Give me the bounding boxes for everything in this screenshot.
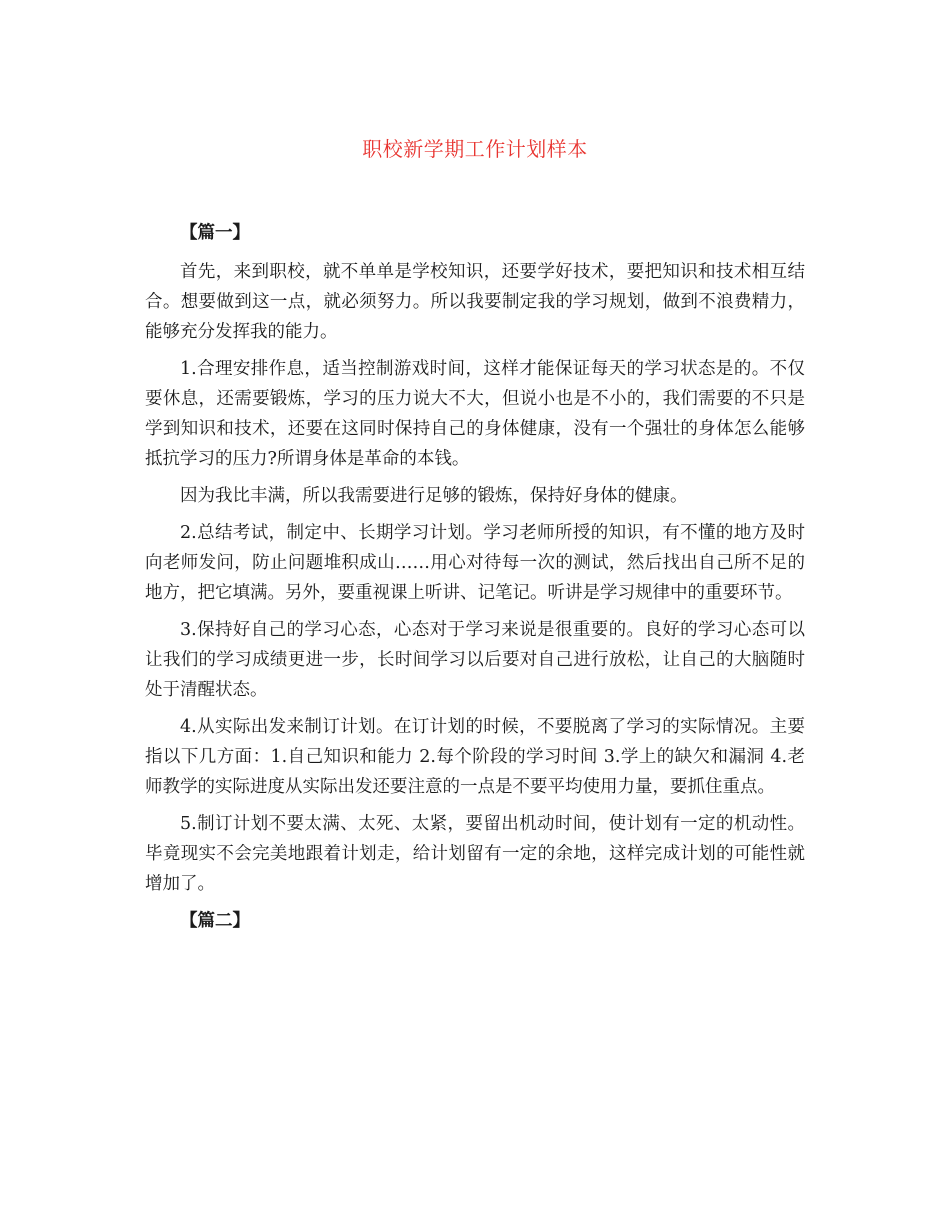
section-heading-2: 【篇二】 xyxy=(180,911,250,931)
paragraph-intro: 首先，来到职校，就不单单是学校知识，还要学好技术，要把知识和技术相互结合。想要做到这一点，就必须努力。所以我要制定我的学习规划，做到不浪费精力，能够充分发挥我的能力。 xyxy=(145,262,805,342)
document-title: 职校新学期工作计划样本 xyxy=(362,137,588,161)
paragraph-exercise: 因为我比丰满，所以我需要进行足够的锻炼，保持好身体的健康。 xyxy=(180,486,688,506)
paragraph-item-1: 1.合理安排作息，适当控制游戏时间，这样才能保证每天的学习状态是的。不仅要休息，还需要锻炼，学习的压力说大不大，但说小也是不小的，我们需要的不只是学到知识和技术，还要在这同时保持自己的身体健康，没有一个强壮的身体怎么能够抵抗学习的压力?所谓身体是革命的本钱。 xyxy=(145,359,805,469)
document-body xyxy=(145,218,805,945)
paragraph-item-3: 3.保持好自己的学习心态，心态对于学习来说是很重要的。良好的学习心态可以让我们的学习成绩更进一步，长时间学习以后要对自己进行放松，让自己的大脑随时处于清醒状态。 xyxy=(145,620,805,700)
section-heading-1: 【篇一】 xyxy=(180,223,250,243)
paragraph-item-5: 5.制订计划不要太满、太死、太紧，要留出机动时间，使计划有一定的机动性。毕竟现实不会完美地跟着计划走，给计划留有一定的余地，这样完成计划的可能性就增加了。 xyxy=(145,814,805,894)
paragraph-item-4: 4.从实际出发来制订计划。在订计划的时候，不要脱离了学习的实际情况。主要指以下几方面：1.自己知识和能力 2.每个阶段的学习时间 3.学上的缺欠和漏洞 4.老师教学的实际进度从实际出发还要注意的一点是不要平均使用力量，要抓住重点。 xyxy=(145,717,805,797)
paragraph-item-2: 2.总结考试，制定中、长期学习计划。学习老师所授的知识，有不懂的地方及时向老师发问，防止问题堆积成山……用心对待每一次的测试，然后找出自己所不足的地方，把它填满。另外，要重视课上听讲、记笔记。听讲是学习规律中的重要环节。 xyxy=(145,523,805,603)
